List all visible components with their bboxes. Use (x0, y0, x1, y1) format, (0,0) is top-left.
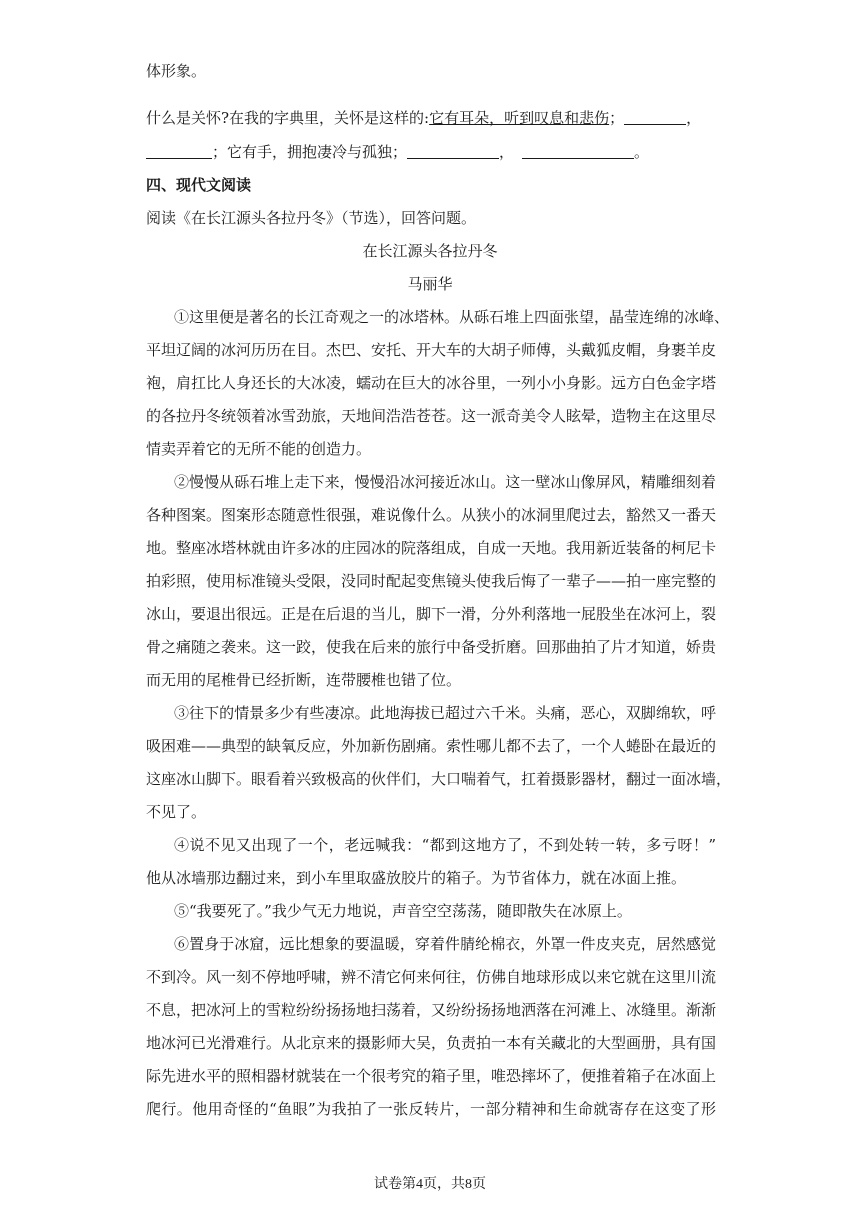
paragraph-line: 不见了。 (146, 803, 207, 821)
paragraph-line: ①这里便是著名的长江奇观之一的冰塔林。从砾石堆上四面张望，晶莹连绵的冰峰、 (174, 308, 730, 326)
question-line (146, 141, 716, 163)
paragraph-line: 袍，肩扛比人身还长的大冰凌，蠕动在巨大的冰谷里，一列小小身影。远方白色金字塔 (146, 374, 717, 392)
answer-blank[interactable] (146, 142, 212, 159)
paragraph-line: 拍彩照，使用标准镜头受限，没同时配起变焦镜头使我后悔了一辈子——拍一座完整的 (146, 572, 717, 590)
example-answer: 它有耳朵，听到叹息和悲伤 (429, 109, 610, 127)
instruction-text: 阅读《在长江源头各拉丹冬》（节选），回答问题。 (146, 209, 477, 227)
text-line: 体形象。 (146, 62, 207, 80)
punct: 。 (634, 143, 650, 161)
paragraph-line: 平坦辽阔的冰河历历在目。杰巴、安托、开大车的大胡子师傅，头戴狐皮帽，身裹羊皮 (146, 341, 717, 359)
paragraph-line: 的各拉丹冬统领着冰雪劲旅，天地间浩浩苍苍。这一派奇美令人眩晕，造物主在这里尽 (146, 407, 717, 425)
paragraph-line: 他从冰墙那边翻过来，到小车里取盛放胶片的箱子。为节省体力，就在冰面上推。 (146, 869, 687, 887)
paragraph-line: 各种图案。图案形态随意性很强，难说像什么。从狭小的冰洞里爬过去，豁然又一番天 (146, 506, 717, 524)
punct: ； (609, 109, 625, 127)
section-heading: 四、现代文阅读 (146, 176, 252, 194)
paragraph-line: 际先进水平的照相器材就装在一个很考究的箱子里，唯恐摔坏了，便推着箱子在冰面上 (146, 1067, 717, 1085)
paragraph-line: 情卖弄着它的无所不能的创造力。 (146, 440, 372, 458)
paragraph-line: 地。整座冰塔林就由许多冰的庄园冰的院落组成，自成一天地。我用新近装备的柯尼卡 (146, 539, 717, 557)
paragraph-line: 爬行。他用奇怪的“鱼眼”为我拍了一张反转片，一部分精神和生命就寄存在这变了形 (146, 1100, 716, 1118)
article-author: 马丽华 (407, 275, 453, 293)
paragraph-line: 骨之痛随之袭来。这一跤，使我在后来的旅行中备受折磨。回那曲拍了片才知道，娇贵 (146, 638, 717, 656)
question-text: ；它有手，拥抱凄冷与孤独； (212, 143, 408, 161)
answer-blank[interactable] (522, 142, 634, 159)
question-line (146, 107, 716, 129)
punct: ， (499, 143, 515, 161)
paragraph-line: 吸困难——典型的缺氧反应，外加新伤剧痛。索性哪儿都不去了，一个人蜷卧在最近的 (146, 737, 717, 755)
paragraph-line: ⑤“我要死了。”我少气无力地说，声音空空荡荡，随即散失在冰原上。 (174, 902, 632, 920)
paragraph-line: 地冰河已光滑难行。从北京来的摄影师大吴，负责拍一本有关藏北的大型画册，具有国 (146, 1034, 717, 1052)
answer-blank[interactable] (407, 142, 499, 159)
question-text: 什么是关怀?在我的字典里，关怀是这样的: (146, 109, 430, 127)
paragraph-line: ⑥置身于冰窟，远比想象的要温暖，穿着件腈纶棉衣，外罩一件皮夹克，居然感觉 (174, 935, 716, 953)
paragraph-line: ③往下的情景多少有些凄凉。此地海拔已超过六千米。头痛，恶心，双脚绵软，呼 (174, 704, 716, 722)
paragraph-line: 而无用的尾椎骨已经折断，连带腰椎也错了位。 (146, 671, 462, 689)
paragraph-line: ②慢慢从砾石堆上走下来，慢慢沿冰河接近冰山。这一壁冰山像屏风，精雕细刻着 (174, 473, 716, 491)
paragraph-line: ④说不见又出现了一个，老远喊我：“都到这地方了，不到处转一转，多亏呀！” (174, 836, 716, 854)
paragraph-line: 冰山，要退出很远。正是在后退的当儿，脚下一滑，分外利落地一屁股坐在冰河上，裂 (146, 605, 717, 623)
paragraph-line: 这座冰山脚下。眼看着兴致极高的伙伴们，大口喘着气，扛着摄影器材，翻过一面冰墙， (146, 770, 732, 788)
page-footer: 试卷第4页，共8页 (374, 1177, 486, 1192)
answer-blank[interactable] (624, 108, 686, 125)
article-title: 在长江源头各拉丹冬 (362, 242, 498, 260)
punct: ， (686, 109, 702, 127)
paragraph-line: 不到冷。风一刻不停地呼啸，辨不清它何来何往，仿佛自地球形成以来它就在这里川流 (146, 968, 717, 986)
paragraph-line: 不息，把冰河上的雪粒纷纷扬扬地扫荡着，又纷纷扬扬地洒落在河滩上、冰缝里。渐渐 (146, 1001, 717, 1019)
